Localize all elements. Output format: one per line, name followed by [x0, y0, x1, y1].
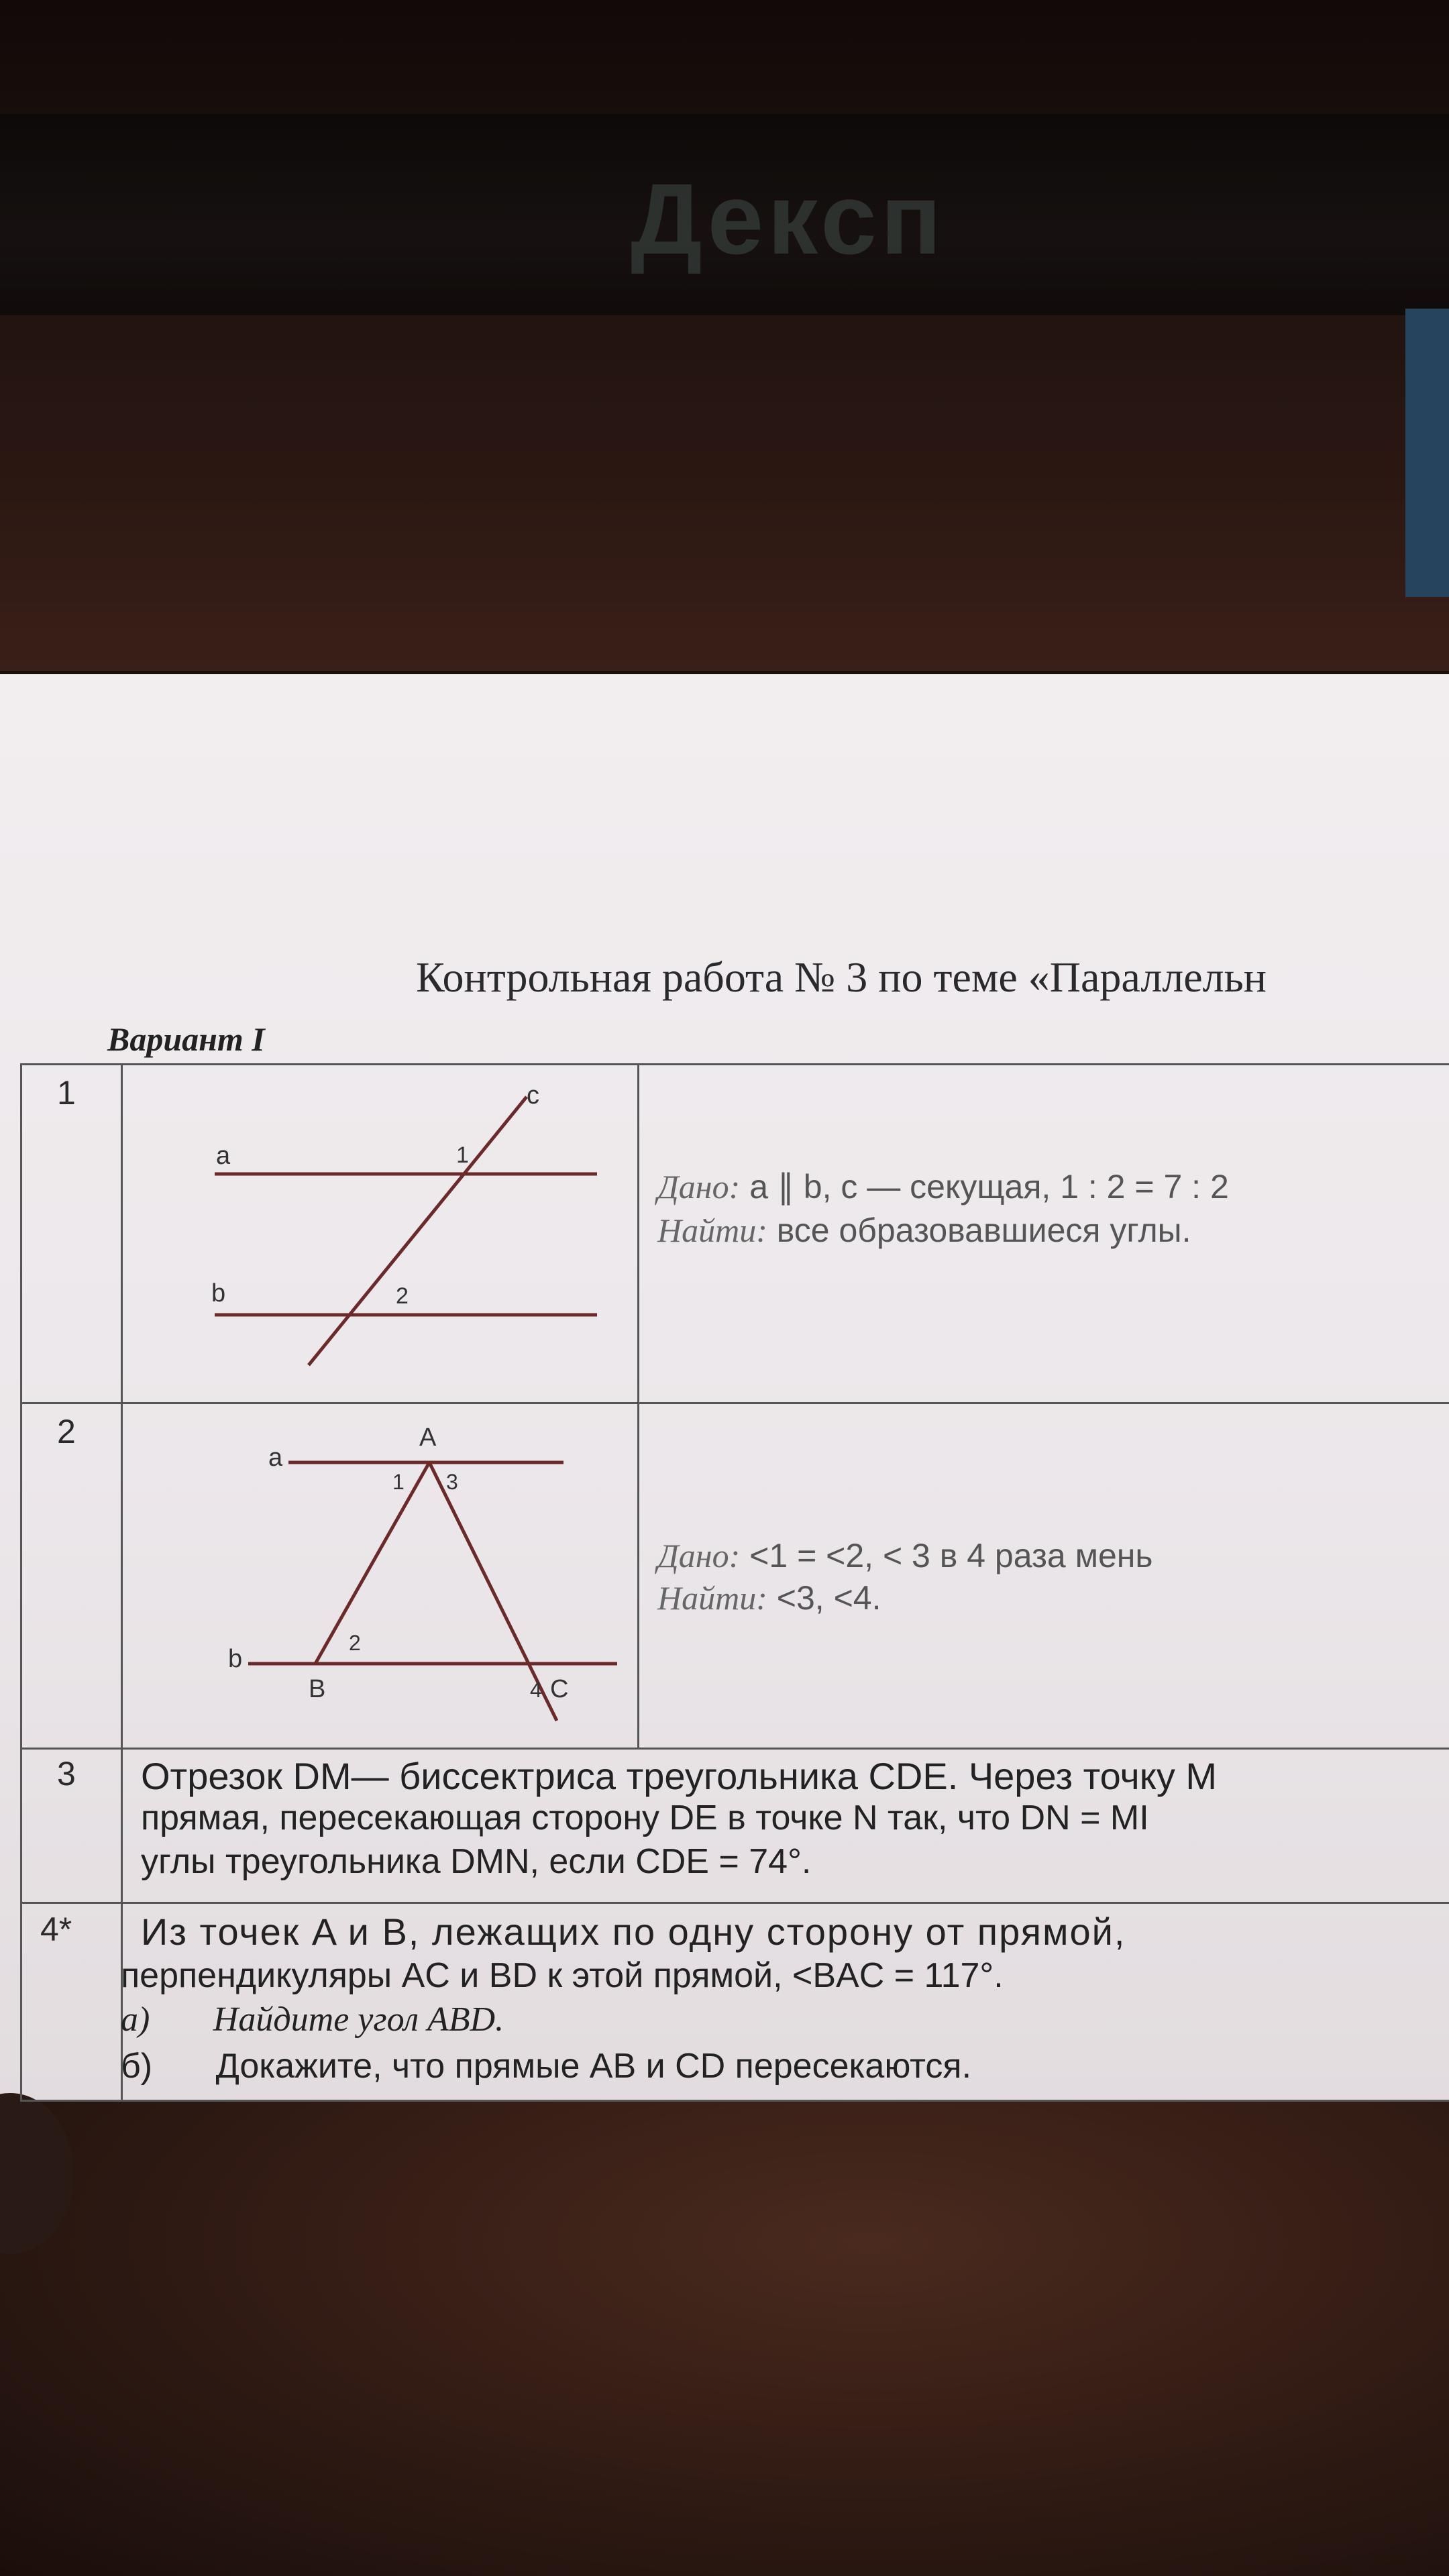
task2-find: Найти: <3, <4.: [657, 1579, 881, 1617]
task4-line: Из точек A и B, лежащих по одну сторону от прямой,: [141, 1911, 1126, 1953]
task4-line: перпендикуляры AC и BD к этой прямой, <BAC = 117°.: [121, 1956, 1004, 1995]
background-top: [0, 0, 1449, 671]
task-number: 4*: [40, 1911, 72, 1948]
label-a: a: [268, 1444, 283, 1472]
task-number: 1: [57, 1074, 76, 1112]
task4-item-a: а) Найдите угол ABD.: [121, 2000, 504, 2039]
angle-1-label: 1: [392, 1470, 405, 1494]
angle-2-label: 2: [349, 1631, 361, 1655]
table-bottom-border: [20, 2100, 1449, 2102]
task1-given: Дано: a ∥ b, c — секущая, 1 : 2 = 7 : 2: [657, 1168, 1229, 1205]
task1-find: Найти: все образовавшиеся углы.: [657, 1212, 1191, 1249]
variant-label: Вариант I: [107, 1020, 265, 1058]
task-number: 3: [57, 1755, 76, 1792]
row-divider: [20, 1902, 1449, 1904]
task1-figure: [181, 1083, 610, 1379]
monitor-brand-logo: Дексп: [631, 162, 946, 275]
angle-4-label: 4: [530, 1678, 542, 1702]
page-title: Контрольная работа № 3 по теме «Параллельн: [416, 953, 1267, 1001]
task3-line: прямая, пересекающая сторону DE в точке N так, что DN = MI: [141, 1799, 1149, 1837]
segment-AB: [315, 1462, 429, 1664]
table-left-border: [20, 1063, 22, 2102]
line-c: [309, 1097, 527, 1365]
column-divider: [121, 1063, 123, 2102]
table-top-border: [20, 1063, 1449, 1065]
label-c: c: [527, 1083, 539, 1110]
task4-item-b: б) Докажите, что прямые AB и CD пересекаются.: [121, 2047, 972, 2086]
task-number: 2: [57, 1413, 76, 1450]
blue-object: [1405, 309, 1449, 597]
row-divider: [20, 1402, 1449, 1404]
task2-figure: [215, 1412, 617, 1727]
label-B: B: [309, 1675, 326, 1703]
row-divider: [20, 1748, 1449, 1750]
column-divider: [637, 1063, 639, 1748]
label-C: C: [550, 1675, 569, 1703]
label-a: a: [216, 1142, 231, 1170]
label-b: b: [228, 1645, 243, 1673]
angle-3-label: 3: [446, 1470, 458, 1494]
angle-2-label: 2: [396, 1283, 409, 1309]
task2-given: Дано: <1 = <2, < 3 в 4 раза мень: [657, 1537, 1153, 1574]
task3-line: Отрезок DM— биссектриса треугольника CDE. Через точку M: [141, 1755, 1218, 1797]
angle-1-label: 1: [456, 1142, 469, 1168]
task3-line: углы треугольника DMN, если CDE = 74°.: [141, 1842, 812, 1881]
label-A: A: [419, 1424, 437, 1452]
label-b: b: [211, 1279, 226, 1307]
background-bottom: [0, 2100, 1449, 2576]
tasks-table: [20, 1063, 1449, 2103]
